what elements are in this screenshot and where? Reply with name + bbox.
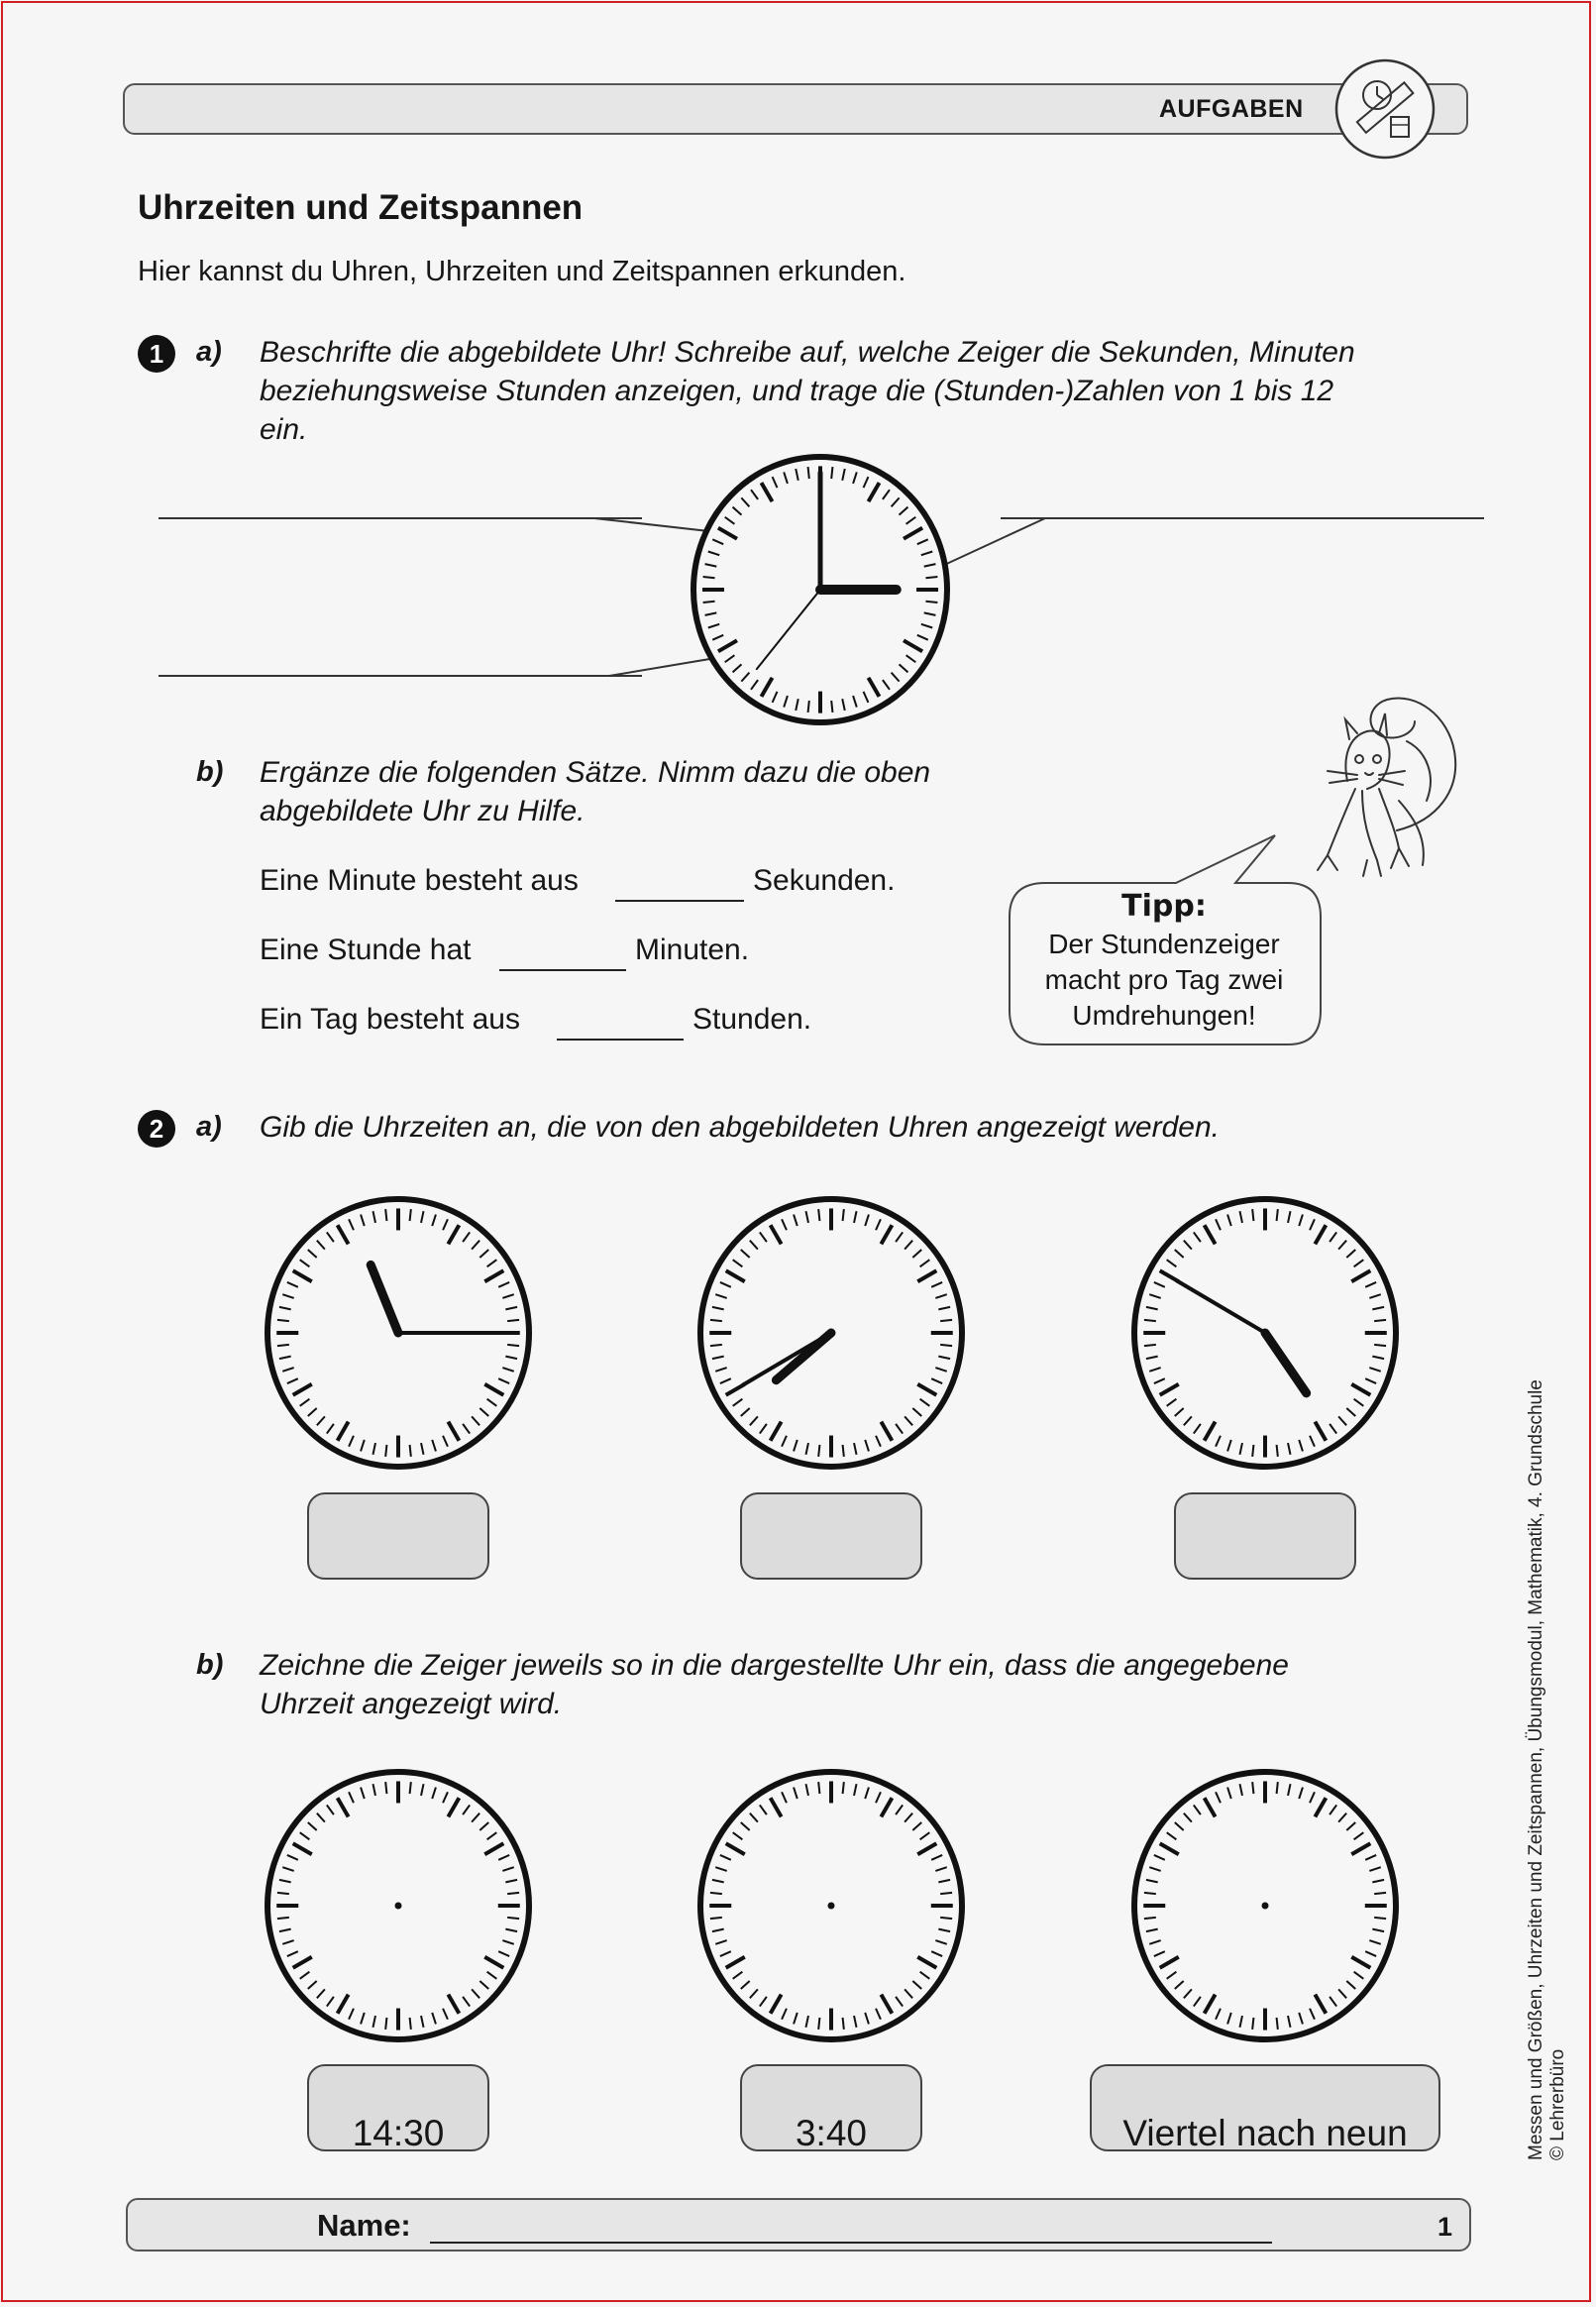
minute-tick [410, 1782, 411, 1794]
minute-tick [831, 467, 832, 479]
minute-tick [925, 602, 937, 603]
minute-tick [1277, 2018, 1278, 2030]
center-dot [395, 1903, 402, 1910]
credit-line: © Lehrerbüro [1547, 2048, 1568, 2160]
answer-box-1[interactable] [307, 1492, 489, 1580]
target-time-box-3 [1090, 2064, 1440, 2151]
minute-tick [703, 577, 715, 578]
task1b-letter: b) [196, 756, 224, 788]
task2a-letter: a) [196, 1111, 222, 1143]
minute-tick [818, 1445, 819, 1457]
minute-tick [1144, 1893, 1156, 1894]
task2a-instructions: Gib die Uhrzeiten an, die von den abgebildeten Uhren angezeigt werden. [260, 1111, 1220, 1144]
minute-tick [808, 467, 809, 479]
minute-tick [410, 1209, 411, 1221]
target-time: 3:40 [795, 2113, 867, 2153]
minute-tick [385, 1445, 386, 1457]
minute-tick [940, 1893, 952, 1894]
minute-tick [385, 1209, 386, 1221]
minute-tick [410, 1445, 411, 1457]
minute-tick [1144, 1320, 1156, 1321]
minute-tick [710, 1345, 722, 1346]
minute-tick [925, 577, 937, 578]
task2b-letter: b) [196, 1649, 224, 1681]
minute-tick [1277, 1209, 1278, 1221]
tipp-title: Tipp: [1121, 889, 1207, 924]
minute-tick [1374, 1918, 1386, 1919]
minute-tick [277, 1320, 289, 1321]
sentence-unit: Stunden. [692, 1003, 812, 1036]
minute-tick [1252, 1782, 1253, 1794]
drawing-clock-1[interactable] [263, 1767, 535, 2044]
minute-tick [507, 1345, 519, 1346]
task1b-line: Ergänze die folgenden Sätze. Nimm dazu die oben [260, 756, 931, 789]
minute-tick [940, 1320, 952, 1321]
task2b-line: Uhrzeit angezeigt wird. [260, 1688, 563, 1720]
minute-tick [410, 2018, 411, 2030]
task-number-1: 1 [138, 335, 175, 373]
minute-tick [710, 1320, 722, 1321]
sentence-minute [260, 864, 579, 898]
minute-tick [507, 1893, 519, 1894]
reading-clock-1 [263, 1194, 535, 1472]
minute-tick [818, 2018, 819, 2030]
sentence-unit: Sekunden. [753, 864, 896, 897]
minute-tick [703, 602, 715, 603]
drawing-clock-2[interactable] [695, 1767, 968, 2044]
task-number-2: 2 [138, 1110, 175, 1148]
big-clock [687, 451, 954, 728]
minute-tick [1374, 1320, 1386, 1321]
minute-tick [507, 1320, 519, 1321]
minute-tick [831, 701, 832, 713]
side-credit [1526, 1379, 1569, 2160]
task1a-line: beziehungsweise Stunden anzeigen, und trage die (Stunden-)Zahlen von 1 bis 12 [260, 375, 1334, 407]
tipp-text [1020, 927, 1308, 1034]
name-label: Name: [317, 2208, 411, 2243]
task2b-line: Zeichne die Zeiger jeweils so in die dargestellte Uhr ein, dass die angegebene [260, 1649, 1289, 1682]
minute-tick [1252, 2018, 1253, 2030]
minute-tick [843, 1782, 844, 1794]
target-time-box-2 [740, 2064, 922, 2151]
minute-tick [1374, 1893, 1386, 1894]
sentence-text: Ein Tag besteht aus [260, 1003, 520, 1036]
page-number: 1 [1437, 2212, 1453, 2242]
minute-tick [818, 1782, 819, 1794]
sentence-unit: Minuten. [635, 934, 750, 966]
tipp-line: Umdrehungen! [1072, 1000, 1256, 1031]
blank-minutes[interactable] [499, 967, 626, 971]
target-time-box-1 [307, 2064, 489, 2151]
task1b-instructions [260, 753, 930, 830]
minute-tick [843, 1209, 844, 1221]
minute-tick [1277, 1782, 1278, 1794]
intro-text: Hier kannst du Uhren, Uhrzeiten und Zeitspannen erkunden. [138, 256, 906, 287]
task2b-instructions [260, 1646, 1289, 1723]
blank-hours[interactable] [557, 1037, 684, 1041]
target-time: Viertel nach neun [1122, 2113, 1408, 2153]
minute-tick [1252, 1209, 1253, 1221]
credit-line: Messen und Größen, Uhrzeiten und Zeitspannen, Übungsmodul, Mathematik, 4. Grundschule [1526, 1379, 1546, 2160]
blank-seconds[interactable] [615, 898, 744, 902]
task1a-letter: a) [196, 336, 222, 368]
tipp-line: Der Stundenzeiger [1048, 929, 1280, 959]
minute-tick [277, 1893, 289, 1894]
sentence-day [260, 1003, 520, 1037]
squirrel-illustration [1288, 682, 1466, 890]
minute-tick [507, 1918, 519, 1919]
answer-box-3[interactable] [1174, 1492, 1356, 1580]
tipp-line: macht pro Tag zwei [1044, 964, 1284, 995]
sentence-text: Eine Minute besteht aus [260, 864, 579, 897]
minute-tick [1277, 1445, 1278, 1457]
sentence-hour [260, 934, 472, 967]
page-title: Uhrzeiten und Zeitspannen [138, 188, 584, 227]
reading-clock-2 [695, 1194, 968, 1472]
header-label: AUFGABEN [1159, 95, 1304, 123]
answer-box-2[interactable] [740, 1492, 922, 1580]
target-time: 14:30 [352, 2113, 445, 2153]
sentence-text: Eine Stunde hat [260, 934, 472, 966]
minute-tick [1144, 1345, 1156, 1346]
minute-tick [385, 1782, 386, 1794]
minute-tick [843, 2018, 844, 2030]
minute-tick [277, 1345, 289, 1346]
task1a-line: Beschrifte die abgebildete Uhr! Schreibe auf, welche Zeiger die Sekunden, Minuten [260, 336, 1355, 369]
minute-tick [710, 1918, 722, 1919]
minute-tick [808, 701, 809, 713]
minute-tick [1374, 1345, 1386, 1346]
center-dot [828, 1903, 835, 1910]
center-dot [1262, 1903, 1269, 1910]
name-field[interactable] [430, 2242, 1272, 2244]
minute-tick [940, 1345, 952, 1346]
minute-tick [277, 1918, 289, 1919]
minute-tick [940, 1918, 952, 1919]
task1b-line: abgebildete Uhr zu Hilfe. [260, 795, 585, 827]
minute-tick [385, 2018, 386, 2030]
minute-tick [1252, 1445, 1253, 1457]
minute-tick [818, 1209, 819, 1221]
task1a-line: ein. [260, 413, 308, 446]
drawing-clock-3[interactable] [1129, 1767, 1402, 2044]
minute-tick [1144, 1918, 1156, 1919]
minute-tick [710, 1893, 722, 1894]
minute-tick [843, 1445, 844, 1457]
reading-clock-3 [1129, 1194, 1402, 1472]
